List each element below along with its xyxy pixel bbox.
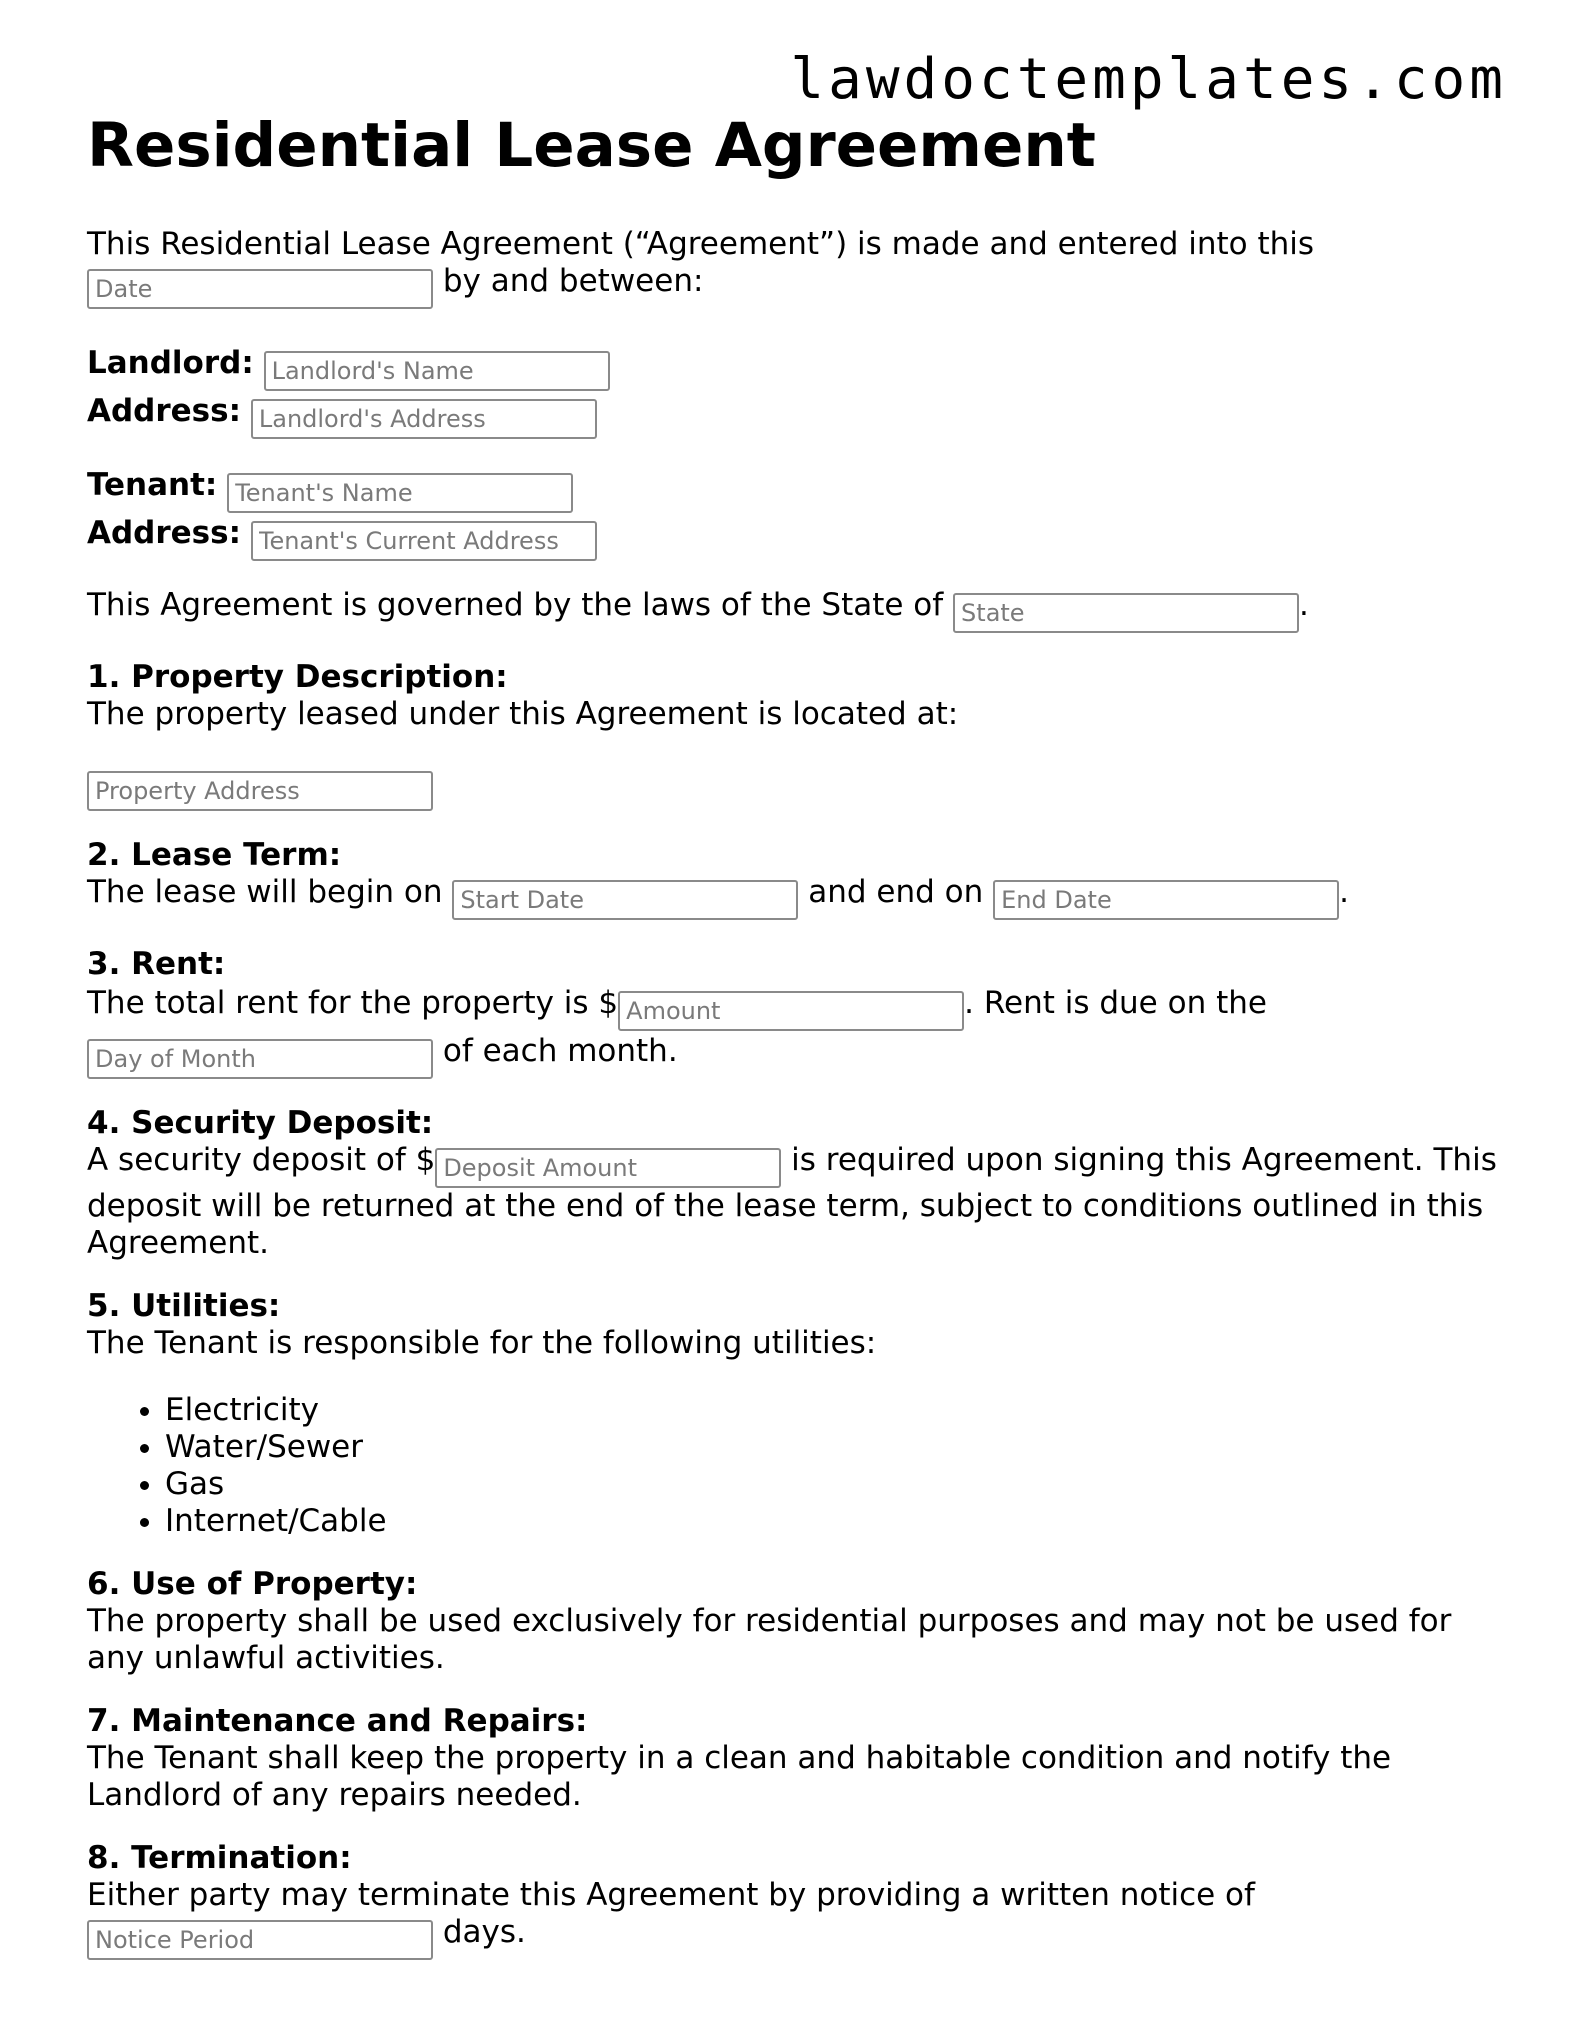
property-address-row: [87, 765, 1507, 811]
tenant-address-label: Address:: [87, 515, 241, 551]
governing-law-paragraph: [87, 587, 1507, 633]
landlord-address-label: Address:: [87, 393, 241, 429]
term-text-before: The lease will begin on: [87, 874, 443, 910]
watermark: lawdoctemplates.com: [790, 47, 1507, 112]
deposit-amount-field[interactable]: [435, 1148, 781, 1188]
list-item: • Internet/Cable: [165, 1503, 1507, 1540]
end-date-field[interactable]: [993, 880, 1339, 920]
governing-law-text: This Agreement is governed by the laws of the State of: [87, 587, 944, 623]
termination-text-before: Either party may terminate this Agreement by providing a written notice of: [87, 1877, 1255, 1913]
section-heading-term: 2. Lease Term:: [87, 837, 342, 873]
landlord-name-row: [87, 343, 1507, 391]
list-item: • Gas: [165, 1466, 1507, 1503]
rent-text-middle: . Rent is due on the: [964, 985, 1267, 1021]
rent-paragraph: [87, 983, 1327, 1079]
section-heading-deposit: 4. Security Deposit:: [87, 1105, 434, 1141]
termination-text-after: days.: [442, 1914, 526, 1950]
intro-text-after: by and between:: [442, 263, 704, 299]
use-text: The property shall be used exclusively for residential purposes and may not be used for any unlawful activities.: [87, 1603, 1452, 1676]
term-text-middle: and end on: [808, 874, 984, 910]
landlord-address-row: [87, 391, 1507, 439]
tenant-name-field[interactable]: [227, 473, 573, 513]
intro-text: This Residential Lease Agreement (“Agreement”) is made and entered into this: [87, 226, 1315, 262]
notice-period-field[interactable]: [87, 1920, 433, 1960]
section-heading-property: 1. Property Description:: [87, 659, 508, 695]
landlord-name-field[interactable]: [264, 351, 610, 391]
property-text: The property leased under this Agreement is located at:: [87, 696, 959, 732]
document-body: [87, 226, 1507, 1960]
landlord-label: Landlord:: [87, 345, 254, 381]
governing-period: .: [1299, 587, 1309, 623]
start-date-field[interactable]: [452, 880, 798, 920]
section-heading-termination: 8. Termination:: [87, 1840, 352, 1876]
utilities-list: [87, 1392, 1507, 1540]
section-heading-rent: 3. Rent:: [87, 946, 226, 982]
term-period: .: [1339, 874, 1349, 910]
landlord-address-field[interactable]: [251, 399, 597, 439]
intro-paragraph: [87, 226, 1327, 309]
tenant-label: Tenant:: [87, 467, 218, 503]
tenant-address-row: [87, 513, 1507, 561]
termination-paragraph: [87, 1877, 1327, 1960]
list-item: • Electricity: [165, 1392, 1507, 1429]
rent-day-field[interactable]: [87, 1039, 433, 1079]
state-field[interactable]: [953, 593, 1299, 633]
maintenance-text: The Tenant shall keep the property in a clean and habitable condition and notify the Landlord of any repairs needed.: [87, 1740, 1392, 1813]
deposit-text-after: is required upon signing this Agreement. This deposit will be returned at the end of the lease term, subject to conditions outlined in this Agreement.: [87, 1142, 1497, 1261]
term-paragraph: [87, 874, 1507, 920]
utilities-text: The Tenant is responsible for the following utilities:: [87, 1325, 877, 1361]
rent-text-before: The total rent for the property is $: [87, 985, 619, 1021]
tenant-name-row: [87, 465, 1507, 513]
property-address-field[interactable]: [87, 771, 433, 811]
deposit-paragraph: [87, 1142, 1507, 1262]
list-item: • Water/Sewer: [165, 1429, 1507, 1466]
section-heading-maintenance: 7. Maintenance and Repairs:: [87, 1703, 588, 1739]
section-heading-utilities: 5. Utilities:: [87, 1288, 281, 1324]
date-field[interactable]: [87, 269, 433, 309]
page-title: Residential Lease Agreement: [87, 110, 1096, 181]
deposit-text-before: A security deposit of $: [87, 1142, 436, 1178]
rent-text-after: of each month.: [442, 1033, 678, 1069]
rent-amount-field[interactable]: [618, 991, 964, 1031]
tenant-address-field[interactable]: [251, 521, 597, 561]
section-heading-use: 6. Use of Property:: [87, 1566, 418, 1602]
